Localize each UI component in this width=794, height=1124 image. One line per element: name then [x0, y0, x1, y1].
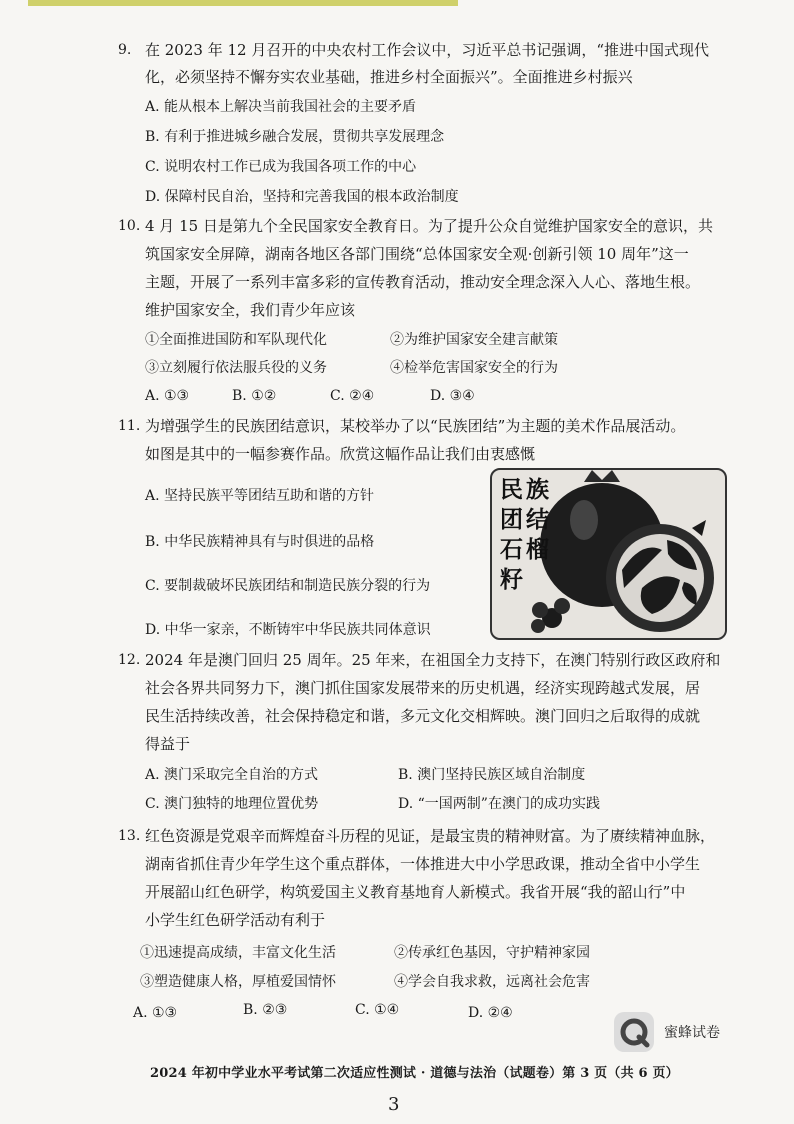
option-b: B. 澳门坚持民族区域自治制度	[398, 767, 586, 783]
option-d: D. “一国两制”在澳门的成功实践	[398, 796, 600, 812]
artwork-char: 民	[500, 476, 523, 503]
question-stem-line: 社会各界共同努力下，澳门抓住国家发展带来的历史机遇，经济实现跨越式发展，居	[145, 679, 701, 697]
question-stem-line: 如图是其中的一幅参赛作品。欣赏这幅作品让我们由衷感慨	[145, 445, 536, 463]
option-c: C. 说明农村工作已成为我国各项工作的中心	[145, 159, 417, 175]
statement-2: ②传承红色基因，守护精神家园	[394, 945, 590, 961]
statement-1: ①全面推进国防和军队现代化	[145, 332, 327, 348]
page-footer: 2024 年初中学业水平考试第二次适应性测试 · 道德与法治（试题卷）第 3 页（共 6 页）	[150, 1066, 679, 1081]
question-stem-line: 筑国家安全屏障，湖南各地区各部门围绕“总体国家安全观·创新引领 10 周年”这一	[145, 245, 689, 263]
statement-4: ④学会自我求救，远离社会危害	[394, 974, 590, 990]
option-d: D. 中华一家亲，不断铸牢中华民族共同体意识	[145, 622, 431, 638]
option-a: A. 坚持民族平等团结互助和谐的方针	[145, 488, 375, 504]
question-number: 10.	[118, 218, 141, 234]
question-stem-line: 化，必须坚持不懈夯实农业基础，推进乡村全面振兴”。全面推进乡村振兴	[145, 68, 633, 86]
artwork-char: 团	[500, 506, 523, 533]
option-b: B. 中华民族精神具有与时俱进的品格	[145, 534, 375, 550]
brand-watermark	[614, 1012, 732, 1052]
question-number: 13.	[118, 828, 141, 844]
option-a: A. ①③	[133, 1005, 178, 1021]
question-stem-line: 小学生红色研学活动有利于	[145, 911, 326, 929]
option-c: C. 澳门独特的地理位置优势	[145, 796, 319, 812]
question-stem-line: 4 月 15 日是第九个全民国家安全教育日。为了提升公众自觉维护国家安全的意识，共	[145, 217, 713, 235]
artwork-char: 结	[526, 506, 549, 533]
page-number: 3	[388, 1094, 400, 1115]
question-stem-line: 为增强学生的民族团结意识，某校举办了以“民族团结”为主题的美术作品展活动。	[145, 417, 686, 435]
question-stem-line: 湖南省抓住青少年学生这个重点群体，一体推进大中小学思政课，推动全省中小学生	[145, 855, 701, 873]
question-stem-line: 民生活持续改善，社会保持稳定和谐，多元文化交相辉映。澳门回归之后取得的成就	[145, 707, 701, 725]
bee-logo-icon	[614, 1012, 654, 1052]
artwork-char: 族	[526, 476, 549, 503]
question-stem-line: 红色资源是党艰辛而辉煌奋斗历程的见证，是最宝贵的精神财富。为了赓续精神血脉，	[145, 827, 716, 845]
statement-3: ③塑造健康人格，厚植爱国情怀	[140, 974, 336, 990]
option-a: A. 能从根本上解决当前我国社会的主要矛盾	[145, 99, 417, 115]
option-a: A. 澳门采取完全自治的方式	[145, 767, 319, 783]
option-c: C. 要制裁破坏民族团结和制造民族分裂的行为	[145, 578, 431, 594]
question-stem-line: 主题，开展了一系列丰富多彩的宣传教育活动，推动安全理念深入人心、落地生根。	[145, 273, 701, 291]
artwork-char: 石	[500, 536, 523, 563]
option-c: C. ②④	[330, 388, 375, 404]
question-stem-line: 得益于	[145, 735, 191, 753]
question-stem-line: 维护国家安全，我们青少年应该	[145, 301, 356, 319]
statement-4: ④检举危害国家安全的行为	[390, 360, 558, 376]
option-d: D. 保障村民自治，坚持和完善我国的根本政治制度	[145, 189, 459, 205]
pomegranate-artwork	[490, 468, 727, 640]
statement-2: ②为维护国家安全建言献策	[390, 332, 558, 348]
statement-3: ③立刻履行依法服兵役的义务	[145, 360, 327, 376]
option-d: D. ③④	[430, 388, 475, 404]
artwork-char: 榴	[526, 536, 549, 563]
question-number: 12.	[118, 652, 141, 668]
option-b: B. 有利于推进城乡融合发展，贯彻共享发展理念	[145, 129, 445, 145]
question-number: 9.	[118, 42, 132, 58]
option-a: A. ①③	[145, 388, 190, 404]
brand-name: 蜜蜂试卷	[664, 1025, 720, 1041]
option-b: B. ②③	[243, 1002, 288, 1018]
option-c: C. ①④	[355, 1002, 400, 1018]
artwork-char: 籽	[500, 566, 523, 593]
question-stem-line: 2024 年是澳门回归 25 周年。25 年来，在祖国全力支持下，在澳门特别行政区政府和	[145, 651, 721, 669]
question-number: 11.	[118, 418, 141, 434]
question-stem-line: 开展韶山红色研学，构筑爱国主义教育基地育人新模式。我省开展“我的韶山行”中	[145, 883, 686, 901]
option-b: B. ①②	[232, 388, 277, 404]
option-d: D. ②④	[468, 1005, 513, 1021]
statement-1: ①迅速提高成绩，丰富文化生活	[140, 945, 336, 961]
question-stem-line: 在 2023 年 12 月召开的中央农村工作会议中，习近平总书记强调，“推进中国式现代	[145, 41, 710, 59]
